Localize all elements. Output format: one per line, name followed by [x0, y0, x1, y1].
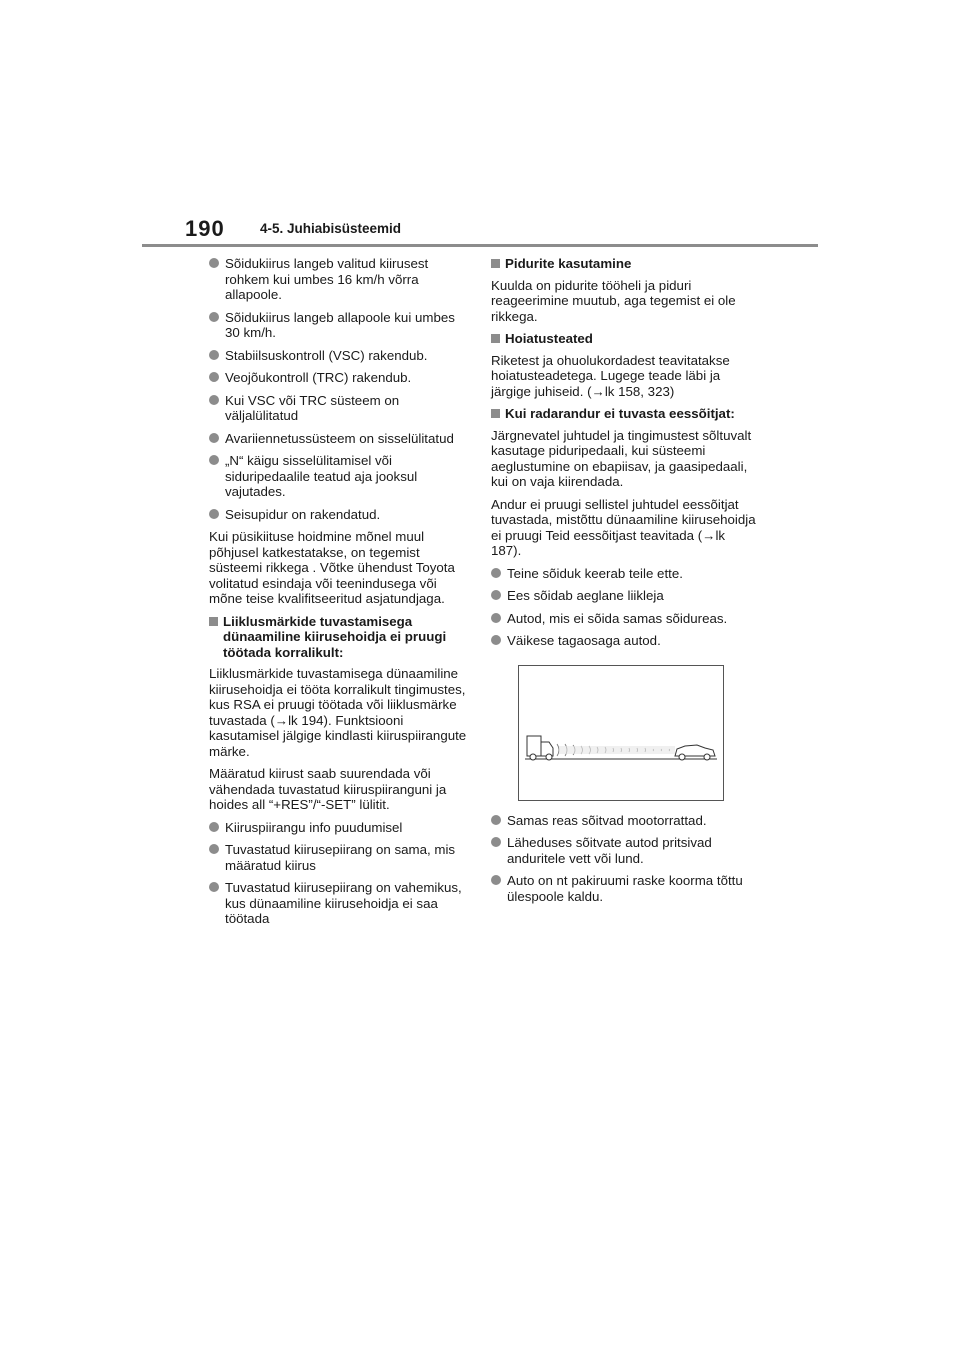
bullet-icon	[491, 590, 501, 600]
paragraph: Kuulda on pidurite tööheli ja piduri reageerimine muutub, aga tegemist ei ole rikkega.	[491, 277, 736, 324]
truck-and-car-illustration	[519, 666, 723, 800]
bullet-icon	[491, 815, 501, 825]
bullet-icon	[209, 395, 219, 405]
subheading: Pidurite kasutamine	[491, 256, 757, 272]
paragraph: Järgnevatel juhtudel ja tingimustest sõltuvalt kasutage piduripedaali, kui süsteemi aeglustumine on ebapiisav, ja gaasipedaali, kui on vaja kiirendada.	[491, 427, 752, 489]
list-item: Teine sõiduk keerab teile ette.	[491, 566, 757, 582]
list-item: Auto on nt pakiruumi raske koorma tõttu ülespoole kaldu.	[491, 873, 757, 904]
list-item: Ees sõidab aeglane liikleja	[491, 588, 757, 604]
list-item: „N“ käigu sisselülitamisel või siduripedaalile teatud aja jooksul vajutades.	[209, 453, 469, 500]
bullet-icon	[209, 312, 219, 322]
bullet-icon	[491, 613, 501, 623]
bullet-icon	[491, 635, 501, 645]
list-item: Avariiennetussüsteem on sisselülitatud	[209, 431, 469, 447]
square-bullet-icon	[491, 334, 500, 343]
square-bullet-icon	[491, 259, 500, 268]
square-bullet-icon	[491, 409, 500, 418]
list-item: Kiiruspiirangu info puudumisel	[209, 820, 469, 836]
section-title: 4-5. Juhiabisüsteemid	[260, 221, 402, 236]
paragraph: Määratud kiirust saab suurendada või vähendada tuvastatud kiiruspiiranguni ja hoides all “+RES”/“-SET” lülitit.	[209, 766, 447, 812]
list-item: Veojõukontroll (TRC) rakendub.	[209, 370, 469, 386]
bullet-icon	[209, 350, 219, 360]
list-item: Kui VSC või TRC süsteem on väljalülitatud	[209, 393, 469, 424]
bullet-icon	[209, 433, 219, 443]
paragraph: Liiklusmärkide tuvastamisega dünaamiline kiirusehoidja ei tööta korralikult tingimustes, kus RSA ei pruugi töötada või liiklusmärke tuvastada (→lk 194). Funktsiooni kasutamisel jälgige kindlasti kiiruspiirangute märke.	[209, 666, 467, 759]
list-item: Läheduses sõitvate autod pritsivad anduritele vett või lund.	[491, 835, 757, 866]
list-item: Seisupidur on rakendatud.	[209, 507, 469, 523]
list-item: Väikese tagaosaga autod.	[491, 633, 757, 649]
bullet-icon	[209, 822, 219, 832]
list-item: Sõidukiirus langeb allapoole kui umbes 30 km/h.	[209, 310, 469, 341]
paragraph: Kui püsikiituse hoidmine mõnel muul põhjusel katkestatakse, on tegemist süsteemi rikkega . Võtke ühendust Toyota volitatud esindaja või teenindusega või mõne teise kvalifitseeritud asjatundjaga.	[209, 529, 455, 606]
list-item: Tuvastatud kiirusepiirang on vahemikus, kus dünaamiline kiirusehoidja ei saa töötada	[209, 880, 469, 927]
bullet-icon	[209, 455, 219, 465]
subheading: Kui radarandur ei tuvasta eessõitjat:	[491, 406, 757, 422]
left-column	[209, 256, 469, 934]
bullet-icon	[491, 875, 501, 885]
list-item: Stabiilsuskontroll (VSC) rakendub.	[209, 348, 469, 364]
bullet-icon	[491, 568, 501, 578]
square-bullet-icon	[209, 617, 218, 626]
paragraph: Andur ei pruugi sellistel juhtudel eessõitjat tuvastada, mistõttu dünaamiline kiirusehoidja ei pruugi Teid eessõitjast teavitada (→lk 187).	[491, 496, 756, 558]
radar-illustration	[518, 665, 724, 801]
bullet-icon	[209, 258, 219, 268]
bullet-icon	[209, 509, 219, 519]
bullet-icon	[209, 844, 219, 854]
header-rule	[142, 244, 818, 247]
list-item: Autod, mis ei sõida samas sõidureas.	[491, 611, 757, 627]
subheading: Liiklusmärkide tuvastamisega dünaamiline kiirusehoidja ei pruugi töötada korralikult:	[209, 614, 469, 661]
list-item: Sõidukiirus langeb valitud kiirusest rohkem kui umbes 16 km/h võrra allapoole.	[209, 256, 469, 303]
truck-icon	[527, 736, 553, 760]
car-icon	[675, 745, 715, 760]
subheading: Hoiatusteated	[491, 331, 757, 347]
bullet-icon	[209, 882, 219, 892]
right-column	[491, 256, 757, 911]
paragraph: Riketest ja ohuolukordadest teavitatakse hoiatusteadetega. Lugege teade läbi ja järgige juhiseid. (→lk 158, 323)	[491, 352, 730, 399]
bullet-icon	[491, 837, 501, 847]
page-number: 190	[185, 216, 225, 241]
bullet-icon	[209, 372, 219, 382]
list-item: Samas reas sõitvad mootorrattad.	[491, 813, 757, 829]
list-item: Tuvastatud kiirusepiirang on sama, mis määratud kiirus	[209, 842, 469, 873]
